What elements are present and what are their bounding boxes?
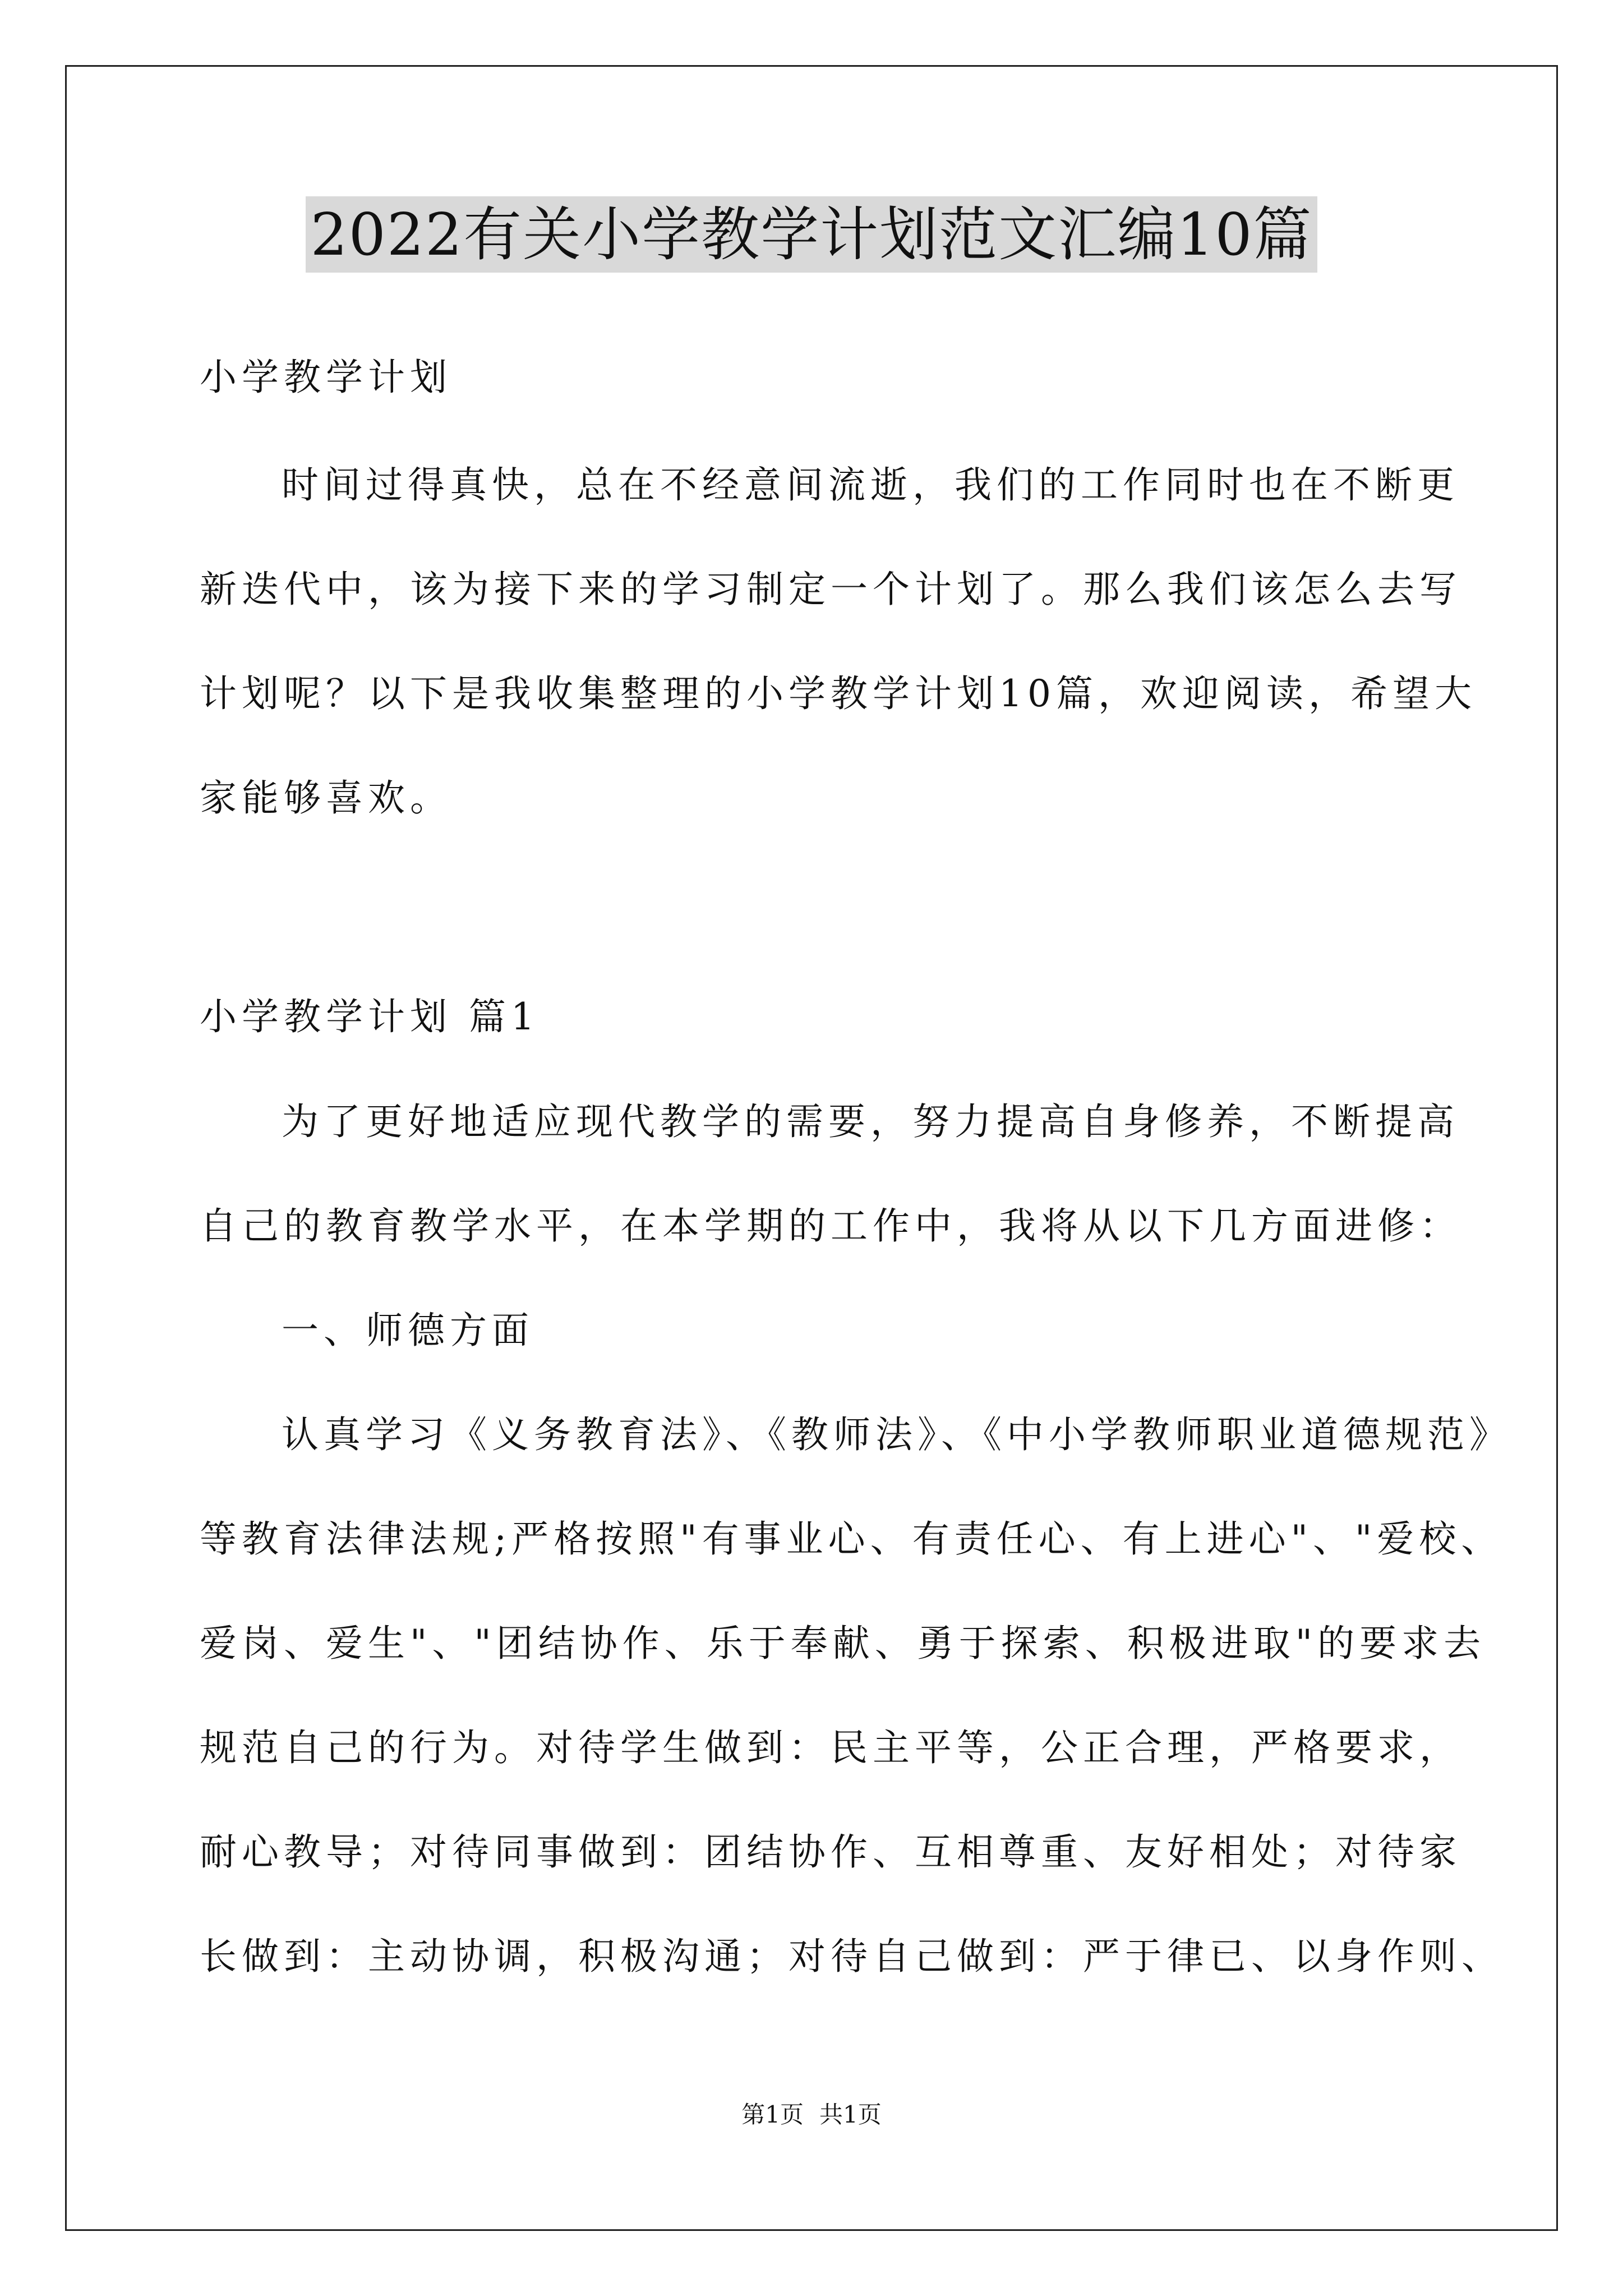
part-line: 耐心教导；对待同事做到：团结协作、互相尊重、友好相处；对待家 [200, 1830, 1461, 1874]
title-wrapper [0, 196, 1623, 273]
part-line: 为了更好地适应现代教学的需要，努力提高自身修养，不断提高 [282, 1100, 1459, 1143]
part-line: 认真学习《义务教育法》、《教师法》、《中小学教师职业道德规范》 [282, 1413, 1511, 1456]
intro-line: 时间过得真快，总在不经意间流逝，我们的工作同时也在不断更 [282, 463, 1459, 507]
section-heading: 小学教学计划 [200, 356, 452, 399]
page-total: 共1页 [819, 2101, 882, 2128]
part-line: 爱岗、爱生"、"团结协作、乐于奉献、勇于探索、积极进取"的要求去 [200, 1622, 1486, 1665]
intro-line: 新迭代中，该为接下来的学习制定一个计划了。那么我们该怎么去写 [200, 568, 1461, 611]
subsection-heading: 一、师德方面 [282, 1309, 534, 1352]
page-footer [0, 2098, 1623, 2132]
part-line: 规范自己的行为。对待学生做到：民主平等，公正合理，严格要求， [200, 1726, 1461, 1769]
part-line: 自己的教育教学水平，在本学期的工作中，我将从以下几方面进修： [200, 1204, 1461, 1248]
part-line: 长做到：主动协调，积极沟通；对待自己做到：严于律已、以身作则、 [200, 1935, 1504, 1978]
part-heading: 小学教学计划 篇1 [200, 995, 540, 1038]
part-line: 等教育法律法规;严格按照"有事业心、有责任心、有上进心"、"爱校、 [200, 1517, 1504, 1561]
intro-line: 计划呢？以下是我收集整理的小学教学计划10篇，欢迎阅读，希望大 [200, 672, 1477, 715]
page-number: 第1页 [741, 2101, 804, 2128]
intro-line: 家能够喜欢。 [200, 776, 452, 820]
document-title: 2022有关小学教学计划范文汇编10篇 [306, 196, 1317, 273]
